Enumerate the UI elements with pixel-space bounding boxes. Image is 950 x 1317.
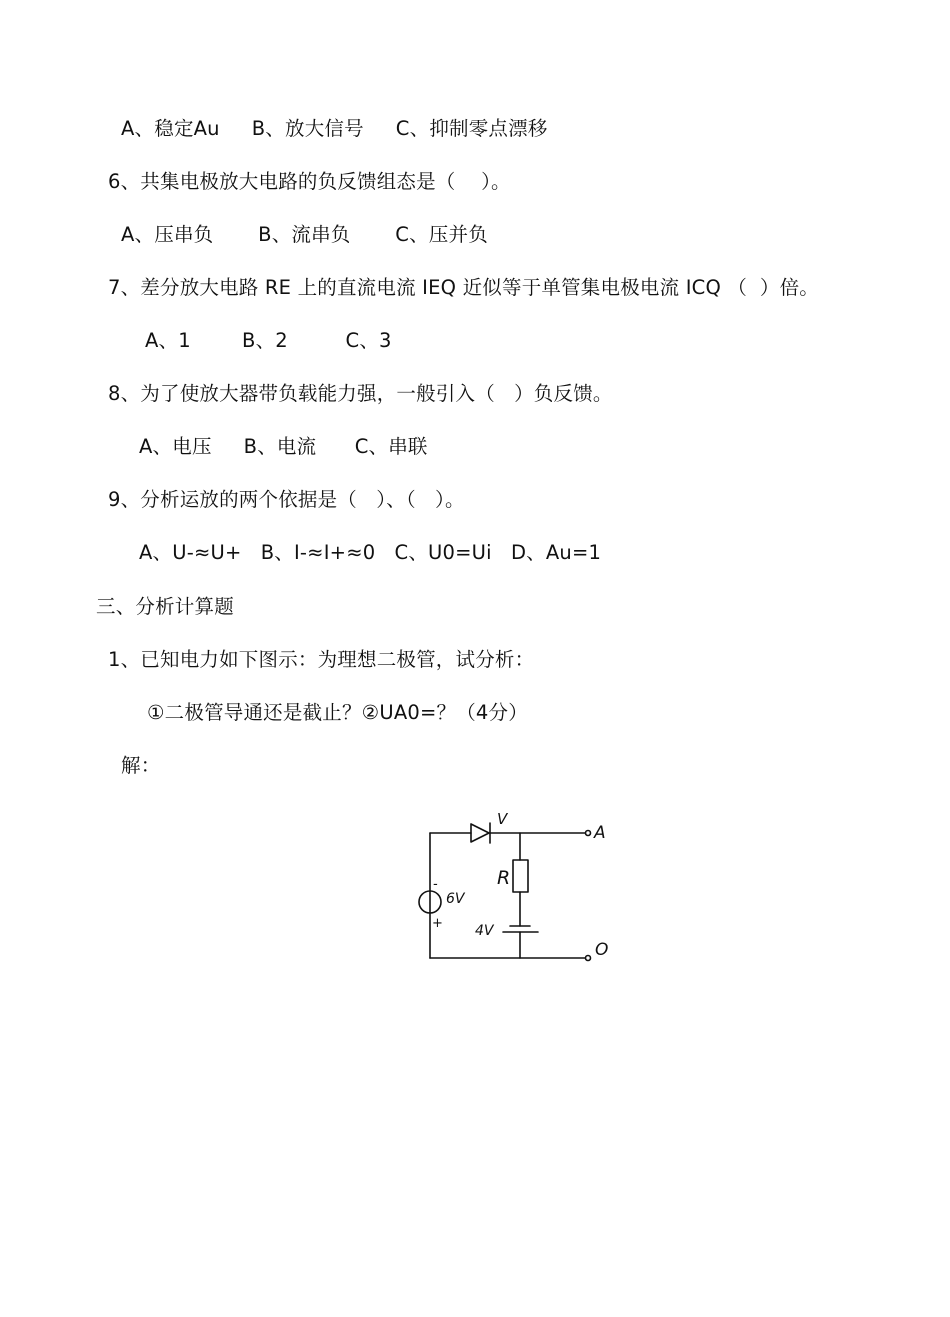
question-8: 8、为了使放大器带负载能力强，一般引入（ ）负反馈。 [108,382,613,405]
terminal-o-label: O [595,940,609,960]
battery-voltage-label: 4V [475,923,494,939]
terminal-o-icon [586,956,591,961]
source-plus-sign: + [432,916,443,931]
terminal-a-icon [586,831,591,836]
question-8-options: A、电压 B、电流 C、串联 [139,435,428,458]
section-3-heading: 三、分析计算题 [96,595,234,618]
question-6: 6、共集电极放大电路的负反馈组态是（ ）。 [108,170,511,193]
question-6-options: A、压串负 B、流串负 C、压并负 [121,223,488,246]
diode-icon [471,824,489,842]
question-9: 9、分析运放的两个依据是（ ）、（ ）。 [108,488,465,511]
problem-1: 1、已知电力如下图示：为理想二极管，试分析： [108,648,535,671]
question-7-options: A、1 B、2 C、3 [145,329,392,352]
question-5-options: A、稳定Au B、放大信号 C、抑制零点漂移 [121,117,548,140]
resistor-label: R [497,867,511,889]
solution-label: 解： [121,754,161,777]
diode-label: V [497,810,508,828]
circuit-diagram [405,800,625,970]
problem-1-subquestions: ①二极管导通还是截止？②UA0=？（4分） [147,701,528,724]
question-9-options: A、U-≈U+ B、I-≈I+≈0 C、U0=Ui D、Au=1 [139,541,602,564]
source-minus-sign: - [433,877,438,892]
resistor-icon [513,860,528,892]
source-voltage-label: 6V [446,891,465,907]
question-7: 7、差分放大电路 RE 上的直流电流 IEQ 近似等于单管集电极电流 ICQ （ ）倍。 [108,276,820,299]
terminal-a-label: A [594,823,606,843]
